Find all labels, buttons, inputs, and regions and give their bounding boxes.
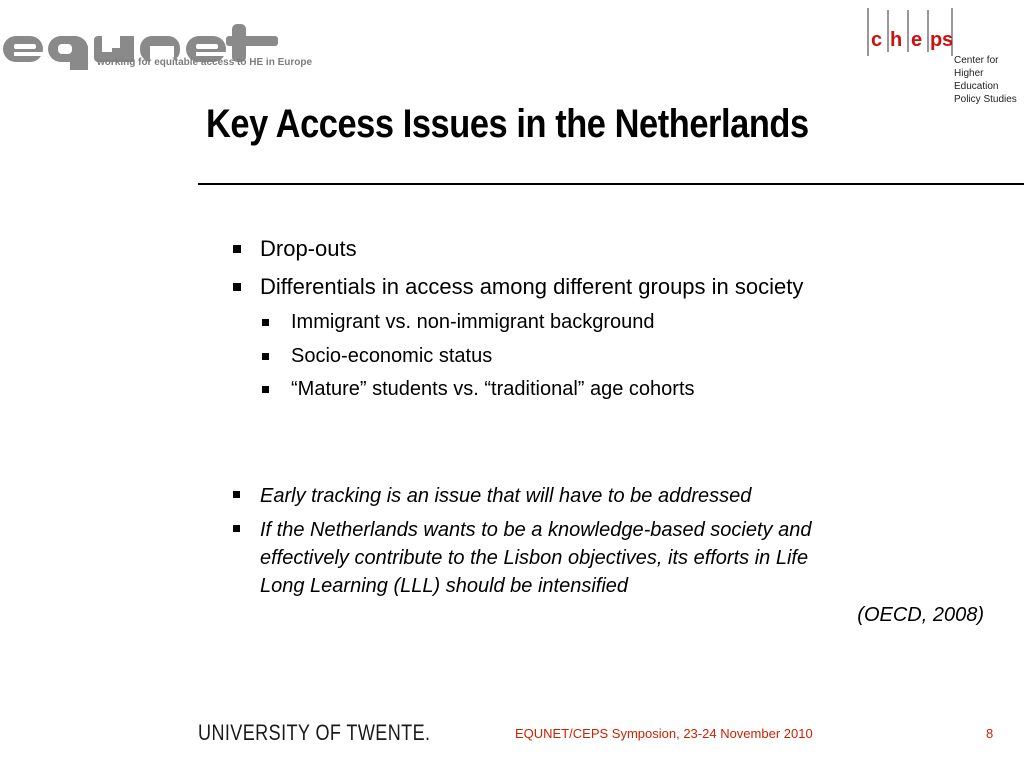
svg-text:p: p xyxy=(930,29,943,51)
square-bullet-icon xyxy=(233,491,240,498)
bullet-item xyxy=(233,482,751,510)
bullet-text: Early tracking is an issue that will have to be addressed xyxy=(260,485,752,507)
svg-text:h: h xyxy=(890,29,903,51)
sub-bullet-text: Immigrant vs. non-immigrant background xyxy=(291,311,655,333)
bullet-item xyxy=(233,516,811,600)
equnet-tagline: working for equitable access to HE in Europe xyxy=(97,57,313,68)
cheps-line: Policy Studies xyxy=(954,94,1017,105)
square-bullet-icon xyxy=(233,283,241,291)
sub-bullet-text: Socio-economic status xyxy=(291,345,493,367)
slide-title: Key Access Issues in the Netherlands xyxy=(206,102,809,146)
svg-text:c: c xyxy=(871,29,883,51)
square-bullet-icon xyxy=(233,525,240,532)
square-bullet-icon xyxy=(262,353,269,360)
square-bullet-icon xyxy=(233,245,241,253)
square-bullet-icon xyxy=(262,319,269,326)
title-divider xyxy=(198,183,1024,185)
bullet-text: If the Netherlands wants to be a knowledge-based society and effectively contribute to the Lisbon objectives, its efforts in Life Long Learning (LLL) should be intensified xyxy=(260,519,812,597)
cheps-line: Center for xyxy=(954,55,999,66)
sub-bullet-item xyxy=(262,378,695,401)
svg-text:s: s xyxy=(942,29,954,51)
cheps-logo xyxy=(862,8,958,56)
university-wordmark: UNIVERSITY OF TWENTE. xyxy=(198,720,431,745)
bullet-text: Drop-outs xyxy=(260,236,357,261)
bullet-item xyxy=(233,236,357,262)
page-number: 8 xyxy=(986,726,994,741)
footer-event: EQUNET/CEPS Symposion, 23-24 November 2010 xyxy=(515,726,813,741)
bullet-text: Differentials in access among different groups in society xyxy=(260,274,804,299)
cheps-line: Higher Education xyxy=(954,68,999,92)
svg-text:e: e xyxy=(911,29,923,51)
square-bullet-icon xyxy=(262,386,269,393)
sub-bullet-item xyxy=(262,311,654,334)
bullet-item xyxy=(233,274,803,300)
sub-bullet-item xyxy=(262,345,492,368)
sub-bullet-text: “Mature” students vs. “traditional” age cohorts xyxy=(291,378,695,400)
citation: (OECD, 2008) xyxy=(857,604,984,626)
cheps-subtitle xyxy=(954,54,1024,106)
